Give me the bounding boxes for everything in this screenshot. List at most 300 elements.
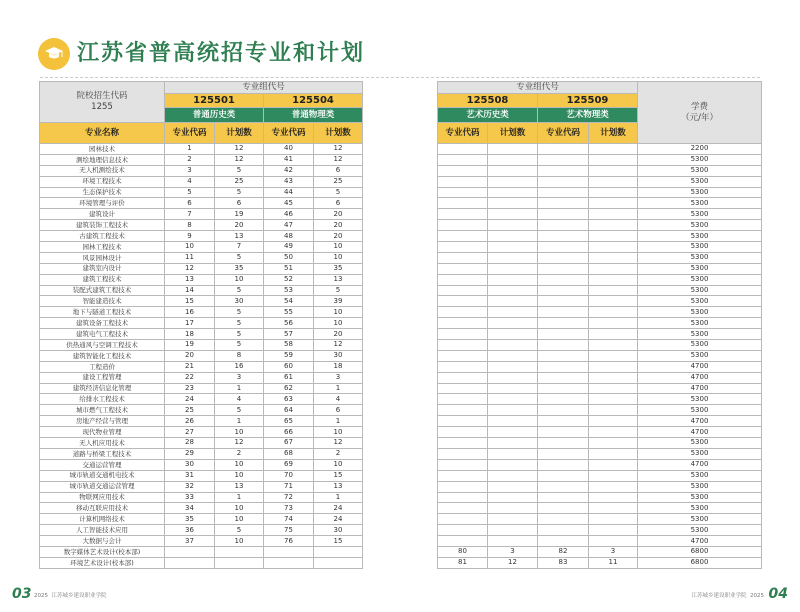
major-code: 37 <box>165 536 215 547</box>
major-code <box>538 340 589 351</box>
plan-count <box>488 198 538 209</box>
table-row <box>40 481 363 492</box>
major-code: 12 <box>165 263 215 274</box>
plan-count <box>488 448 538 459</box>
plan-count <box>488 536 538 547</box>
plan-count: 30 <box>314 350 363 361</box>
major-code: 83 <box>538 557 589 568</box>
major-code <box>538 427 589 438</box>
major-code: 2 <box>165 154 215 165</box>
plan-count: 5 <box>215 307 264 318</box>
plan-count: 10 <box>215 470 264 481</box>
fee-header: 学费 （元/年） <box>638 82 762 144</box>
plan-count: 2 <box>314 448 363 459</box>
major-name: 装配式建筑工程技术 <box>40 285 165 296</box>
major-code <box>165 557 215 568</box>
major-name-header: 专业名称 <box>40 123 165 144</box>
major-code <box>438 340 488 351</box>
table-row <box>438 274 762 285</box>
plan-count <box>589 481 638 492</box>
major-code <box>438 372 488 383</box>
table-row <box>40 514 363 525</box>
major-code: 74 <box>264 514 314 525</box>
group-type: 艺术物理类 <box>538 108 638 123</box>
major-code <box>538 318 589 329</box>
plan-count: 6 <box>314 405 363 416</box>
footer-school: 江苏城乡建设职业学院 <box>51 593 107 599</box>
plan-count: 3 <box>314 372 363 383</box>
table-row <box>438 557 762 568</box>
table-row <box>438 416 762 427</box>
major-code <box>538 405 589 416</box>
table-row <box>40 242 363 253</box>
tuition-fee: 5300 <box>638 231 762 242</box>
plan-count <box>488 416 538 427</box>
major-code: 60 <box>264 361 314 372</box>
table-row <box>438 176 762 187</box>
tuition-fee: 5300 <box>638 285 762 296</box>
col-header: 计划数 <box>488 123 538 144</box>
plan-count: 5 <box>215 318 264 329</box>
plan-count <box>589 536 638 547</box>
major-code: 25 <box>165 405 215 416</box>
school-code: 1255 <box>91 102 113 112</box>
plan-count <box>488 144 538 155</box>
major-code <box>538 176 589 187</box>
major-name: 建设工程管理 <box>40 372 165 383</box>
table-row <box>438 427 762 438</box>
plan-count: 10 <box>314 427 363 438</box>
plan-count <box>314 546 363 557</box>
col-header: 专业代码 <box>165 123 215 144</box>
plan-count: 6 <box>314 198 363 209</box>
major-name: 风景园林设计 <box>40 252 165 263</box>
major-name: 城市轨道交通机电技术 <box>40 470 165 481</box>
major-code: 32 <box>165 481 215 492</box>
table-row <box>40 361 363 372</box>
plan-count <box>589 176 638 187</box>
plan-count <box>488 525 538 536</box>
major-code: 3 <box>165 165 215 176</box>
tuition-fee: 5300 <box>638 350 762 361</box>
group-code: 125509 <box>538 94 638 108</box>
plan-count: 25 <box>314 176 363 187</box>
major-code <box>538 361 589 372</box>
major-code: 61 <box>264 372 314 383</box>
table-row <box>438 470 762 481</box>
major-name: 供热通风与空调工程技术 <box>40 340 165 351</box>
tuition-fee: 5300 <box>638 187 762 198</box>
plan-count: 13 <box>314 481 363 492</box>
major-code: 80 <box>438 546 488 557</box>
table-row <box>40 154 363 165</box>
tuition-fee: 5300 <box>638 165 762 176</box>
plan-count <box>488 296 538 307</box>
tuition-fee: 5300 <box>638 263 762 274</box>
plan-count <box>488 372 538 383</box>
major-code: 70 <box>264 470 314 481</box>
tuition-fee: 2200 <box>638 144 762 155</box>
table-row <box>438 394 762 405</box>
major-code <box>538 231 589 242</box>
plan-count <box>488 274 538 285</box>
major-code <box>538 296 589 307</box>
major-name: 给排水工程技术 <box>40 394 165 405</box>
plan-count <box>589 252 638 263</box>
table-row <box>438 263 762 274</box>
tuition-fee: 5300 <box>638 438 762 449</box>
plan-count: 13 <box>215 481 264 492</box>
major-name: 大数据与会计 <box>40 536 165 547</box>
major-code <box>438 427 488 438</box>
major-code <box>538 514 589 525</box>
table-row <box>40 165 363 176</box>
plan-count: 39 <box>314 296 363 307</box>
major-code <box>538 503 589 514</box>
plan-count: 1 <box>215 416 264 427</box>
major-code <box>538 481 589 492</box>
table-row <box>40 405 363 416</box>
plan-count <box>589 318 638 329</box>
plan-count: 5 <box>215 187 264 198</box>
table-row <box>40 209 363 220</box>
plan-count: 12 <box>215 144 264 155</box>
tuition-fee: 4700 <box>638 372 762 383</box>
major-code <box>538 209 589 220</box>
table-row <box>40 307 363 318</box>
table-row <box>40 492 363 503</box>
major-code <box>438 318 488 329</box>
school-code-label: 院校招生代码 <box>76 91 128 102</box>
plan-count: 10 <box>314 459 363 470</box>
plan-count: 1 <box>215 383 264 394</box>
table-row <box>438 154 762 165</box>
right-plan-table <box>437 81 762 569</box>
major-code: 4 <box>165 176 215 187</box>
major-name: 建筑设备工程技术 <box>40 318 165 329</box>
plan-count <box>488 394 538 405</box>
plan-count: 20 <box>314 209 363 220</box>
major-code: 34 <box>165 503 215 514</box>
major-code <box>438 209 488 220</box>
major-code <box>438 307 488 318</box>
major-code <box>438 350 488 361</box>
table-row <box>40 198 363 209</box>
group-code: 125501 <box>165 94 264 108</box>
major-code: 82 <box>538 546 589 557</box>
plan-count <box>589 514 638 525</box>
major-code: 64 <box>264 405 314 416</box>
major-code: 33 <box>165 492 215 503</box>
table-row <box>438 459 762 470</box>
major-code <box>538 350 589 361</box>
plan-count <box>488 470 538 481</box>
major-code <box>538 372 589 383</box>
tuition-fee: 5300 <box>638 514 762 525</box>
major-code: 58 <box>264 340 314 351</box>
major-name: 环境艺术设计(校本部) <box>40 557 165 568</box>
tuition-fee: 5300 <box>638 405 762 416</box>
major-code: 9 <box>165 231 215 242</box>
plan-count: 1 <box>215 492 264 503</box>
footer-year: 2025 <box>34 593 48 599</box>
plan-count: 19 <box>215 209 264 220</box>
plan-count: 20 <box>314 329 363 340</box>
major-code: 31 <box>165 470 215 481</box>
tuition-fee: 4700 <box>638 427 762 438</box>
major-name: 智能建造技术 <box>40 296 165 307</box>
major-code <box>538 198 589 209</box>
plan-count <box>589 361 638 372</box>
major-code <box>538 492 589 503</box>
school-code-cell <box>40 82 165 123</box>
plan-count: 20 <box>314 220 363 231</box>
table-row <box>438 242 762 253</box>
plan-count: 8 <box>215 350 264 361</box>
major-name: 道路与桥梁工程技术 <box>40 448 165 459</box>
plan-count: 20 <box>314 231 363 242</box>
table-row <box>438 372 762 383</box>
major-code <box>538 307 589 318</box>
major-name: 物联网应用技术 <box>40 492 165 503</box>
plan-count: 12 <box>314 154 363 165</box>
major-code <box>538 220 589 231</box>
page-number-right: 04 <box>768 586 788 602</box>
major-code: 51 <box>264 263 314 274</box>
table-row <box>40 459 363 470</box>
major-code <box>538 263 589 274</box>
table-row <box>438 361 762 372</box>
table-row <box>438 492 762 503</box>
major-code: 7 <box>165 209 215 220</box>
major-code: 30 <box>165 459 215 470</box>
plan-count: 5 <box>215 525 264 536</box>
plan-count <box>488 503 538 514</box>
major-code <box>438 394 488 405</box>
group-label: 专业组代号 <box>438 82 638 94</box>
group-type: 普通历史类 <box>165 108 264 123</box>
major-code: 19 <box>165 340 215 351</box>
plan-count <box>589 405 638 416</box>
major-name: 生态保护技术 <box>40 187 165 198</box>
footer-left <box>34 591 107 599</box>
table-row <box>438 329 762 340</box>
major-code: 17 <box>165 318 215 329</box>
major-code: 65 <box>264 416 314 427</box>
major-code: 49 <box>264 242 314 253</box>
plan-count <box>589 274 638 285</box>
table-row <box>438 231 762 242</box>
plan-count <box>215 557 264 568</box>
col-header: 专业代码 <box>438 123 488 144</box>
major-code <box>538 394 589 405</box>
major-name: 古建筑工程技术 <box>40 231 165 242</box>
major-code <box>538 144 589 155</box>
plan-count: 35 <box>215 263 264 274</box>
table-row <box>438 383 762 394</box>
plan-count <box>488 263 538 274</box>
major-code: 73 <box>264 503 314 514</box>
tuition-fee: 5300 <box>638 329 762 340</box>
major-code <box>264 546 314 557</box>
major-code <box>438 525 488 536</box>
major-code: 50 <box>264 252 314 263</box>
major-code: 29 <box>165 448 215 459</box>
major-code: 69 <box>264 459 314 470</box>
major-code <box>438 187 488 198</box>
plan-count: 10 <box>314 307 363 318</box>
tuition-fee: 6800 <box>638 546 762 557</box>
major-code: 42 <box>264 165 314 176</box>
plan-count: 10 <box>314 242 363 253</box>
major-code: 76 <box>264 536 314 547</box>
tuition-fee: 6800 <box>638 557 762 568</box>
major-code: 52 <box>264 274 314 285</box>
major-code <box>438 416 488 427</box>
table-row <box>40 448 363 459</box>
graduation-cap-icon <box>38 38 70 70</box>
major-name: 移动互联应用技术 <box>40 503 165 514</box>
plan-count: 3 <box>215 372 264 383</box>
tuition-fee: 5300 <box>638 481 762 492</box>
major-code: 71 <box>264 481 314 492</box>
major-code: 10 <box>165 242 215 253</box>
plan-count: 18 <box>314 361 363 372</box>
plan-count: 10 <box>215 514 264 525</box>
plan-count: 13 <box>215 231 264 242</box>
tuition-fee: 5300 <box>638 525 762 536</box>
table-row <box>40 350 363 361</box>
group-code: 125504 <box>264 94 363 108</box>
plan-count <box>589 372 638 383</box>
table-row <box>40 372 363 383</box>
table-row <box>438 187 762 198</box>
table-row <box>438 448 762 459</box>
group-type: 普通物理类 <box>264 108 363 123</box>
major-code <box>538 536 589 547</box>
table-row <box>40 383 363 394</box>
footer-right <box>691 591 764 599</box>
major-code: 21 <box>165 361 215 372</box>
major-code <box>438 448 488 459</box>
plan-count <box>589 470 638 481</box>
table-row <box>438 514 762 525</box>
col-header: 专业代码 <box>538 123 589 144</box>
plan-count: 24 <box>314 514 363 525</box>
major-code: 23 <box>165 383 215 394</box>
plan-count <box>589 383 638 394</box>
major-code <box>438 144 488 155</box>
table-row <box>438 481 762 492</box>
major-code <box>438 536 488 547</box>
major-code: 27 <box>165 427 215 438</box>
title-divider <box>40 77 760 78</box>
table-row <box>40 557 363 568</box>
plan-count: 10 <box>215 503 264 514</box>
plan-count: 30 <box>314 525 363 536</box>
major-name: 建筑设计 <box>40 209 165 220</box>
major-name: 计算机网络技术 <box>40 514 165 525</box>
plan-count: 5 <box>215 165 264 176</box>
tuition-fee: 5300 <box>638 318 762 329</box>
major-name: 建筑室内设计 <box>40 263 165 274</box>
tuition-fee: 5300 <box>638 394 762 405</box>
plan-count <box>589 187 638 198</box>
plan-count <box>589 285 638 296</box>
plan-count <box>589 165 638 176</box>
plan-count <box>589 427 638 438</box>
page-number-left: 03 <box>12 586 32 602</box>
major-code <box>538 459 589 470</box>
major-name: 建筑装饰工程技术 <box>40 220 165 231</box>
major-name: 环境工程技术 <box>40 176 165 187</box>
major-code <box>538 252 589 263</box>
plan-count <box>589 209 638 220</box>
tuition-fee: 4700 <box>638 361 762 372</box>
table-row <box>40 285 363 296</box>
table-row <box>438 350 762 361</box>
tuition-fee: 5300 <box>638 296 762 307</box>
table-row <box>40 220 363 231</box>
tuition-fee: 4700 <box>638 459 762 470</box>
major-code: 20 <box>165 350 215 361</box>
major-code <box>438 198 488 209</box>
plan-count <box>488 165 538 176</box>
table-row <box>438 503 762 514</box>
table-row <box>40 318 363 329</box>
major-code <box>538 438 589 449</box>
page-title: 江苏省普高统招专业和计划 <box>77 41 366 66</box>
major-name: 建筑智能化工程技术 <box>40 350 165 361</box>
plan-count <box>488 220 538 231</box>
major-code <box>538 285 589 296</box>
major-code: 36 <box>165 525 215 536</box>
plan-count <box>589 459 638 470</box>
major-code: 40 <box>264 144 314 155</box>
major-code <box>438 383 488 394</box>
major-code <box>438 252 488 263</box>
major-name: 无人机测绘技术 <box>40 165 165 176</box>
major-code <box>538 470 589 481</box>
col-header: 计划数 <box>314 123 363 144</box>
table-row <box>438 144 762 155</box>
table-row <box>40 536 363 547</box>
plan-count <box>589 242 638 253</box>
plan-count: 16 <box>215 361 264 372</box>
table-row <box>40 263 363 274</box>
major-code: 63 <box>264 394 314 405</box>
plan-count <box>488 187 538 198</box>
plan-count: 1 <box>314 383 363 394</box>
major-code: 44 <box>264 187 314 198</box>
major-code: 45 <box>264 198 314 209</box>
plan-count: 10 <box>215 459 264 470</box>
col-header: 计划数 <box>589 123 638 144</box>
table-row <box>438 285 762 296</box>
plan-count: 10 <box>314 252 363 263</box>
major-code <box>438 165 488 176</box>
plan-count: 1 <box>314 492 363 503</box>
plan-count <box>589 263 638 274</box>
major-code: 47 <box>264 220 314 231</box>
major-code <box>538 448 589 459</box>
table-row <box>438 307 762 318</box>
plan-count: 5 <box>215 340 264 351</box>
plan-count <box>589 307 638 318</box>
plan-count <box>589 220 638 231</box>
major-code: 62 <box>264 383 314 394</box>
major-name: 现代物业管理 <box>40 427 165 438</box>
